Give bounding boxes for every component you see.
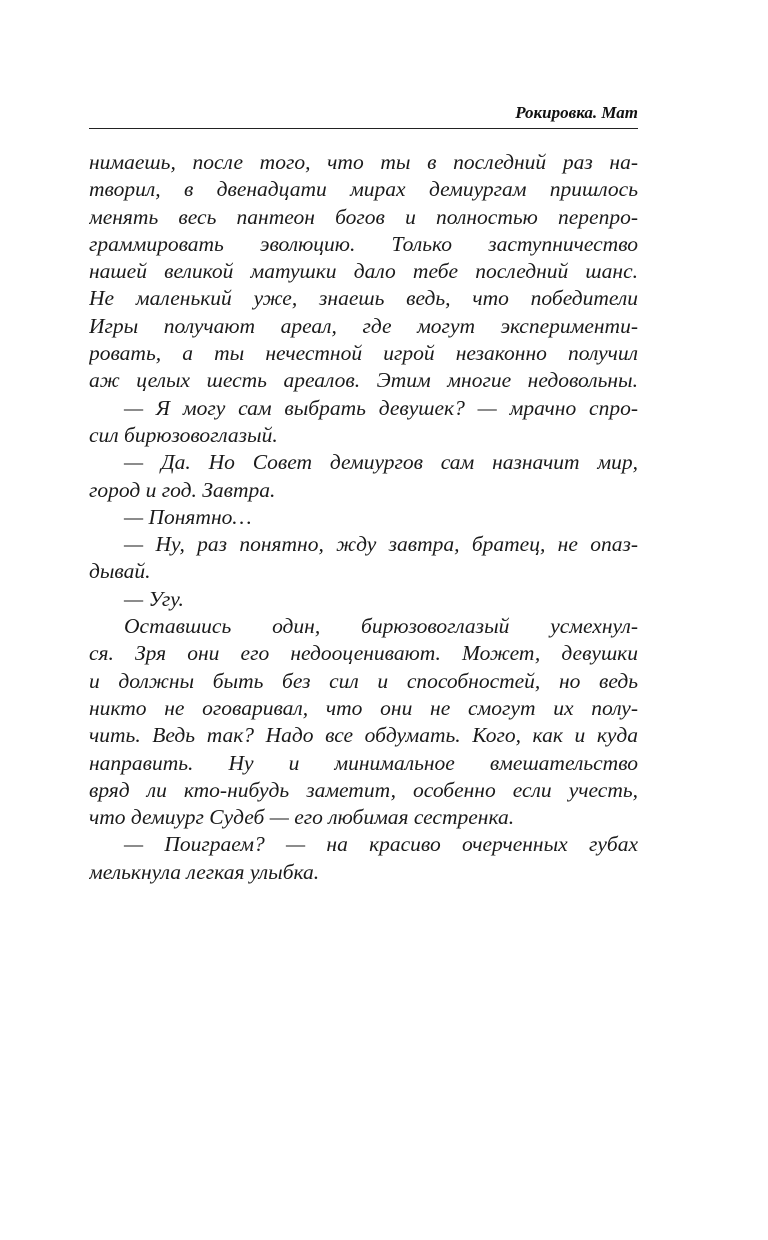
text-line: — Угу. <box>124 586 184 611</box>
text-line: дывай. <box>89 559 151 584</box>
text-line: направить. Ну и минимальное вмешательство <box>89 750 638 775</box>
text-line: — Ну, раз понятно, жду завтра, братец, не опаз- <box>124 532 638 557</box>
text-line: менять весь пантеон богов и полностью перепро- <box>89 204 638 229</box>
text-line: что демиург Судеб — его любимая сестренка. <box>89 805 515 830</box>
text-line: нашей великой матушки дало тебе последний шанс. <box>89 259 638 284</box>
text-line: нимаешь, после того, что ты в последний раз на- <box>89 150 638 174</box>
text-line: — Поиграем? — на красиво очерченных губах <box>124 832 638 857</box>
text-line: ся. Зря они его недооценивают. Может, девушки <box>89 641 638 666</box>
text-line: никто не оговаривал, что они не смогут их полу- <box>89 695 638 720</box>
text-line: Игры получают ареал, где могут эксперименти- <box>89 313 638 338</box>
text-line: граммировать эволюцию. Только заступничество <box>89 231 638 256</box>
text-line: ровать, а ты нечестной игрой незаконно получил <box>89 341 638 366</box>
text-line: сил бирюзовоглазый. <box>89 422 278 447</box>
text-line: — Я могу сам выбрать девушек? — мрачно спро- <box>124 395 638 420</box>
text-line: — Понятно… <box>124 504 252 529</box>
running-header <box>89 96 638 129</box>
body-text <box>89 149 638 886</box>
text-line: аж целых шесть ареалов. Этим многие недовольны. <box>89 368 638 393</box>
running-title: Рокировка. Мат <box>515 103 638 122</box>
text-line: — Да. Но Совет демиургов сам назначит мир, <box>124 450 638 475</box>
text-line: вряд ли кто-нибудь заметит, особенно если учесть, <box>89 777 638 802</box>
text-line: чить. Ведь так? Надо все обдумать. Кого, как и куда <box>89 723 638 748</box>
text-line: мелькнула легкая улыбка. <box>89 859 320 884</box>
text-line: и должны быть без сил и способностей, но ведь <box>89 668 638 693</box>
text-line: Не маленький уже, знаешь ведь, что победители <box>89 286 638 311</box>
text-line: Оставшись один, бирюзовоглазый усмехнул- <box>124 614 638 639</box>
text-line: город и год. Завтра. <box>89 477 276 502</box>
text-line: творил, в двенадцати мирах демиургам пришлось <box>89 177 638 202</box>
